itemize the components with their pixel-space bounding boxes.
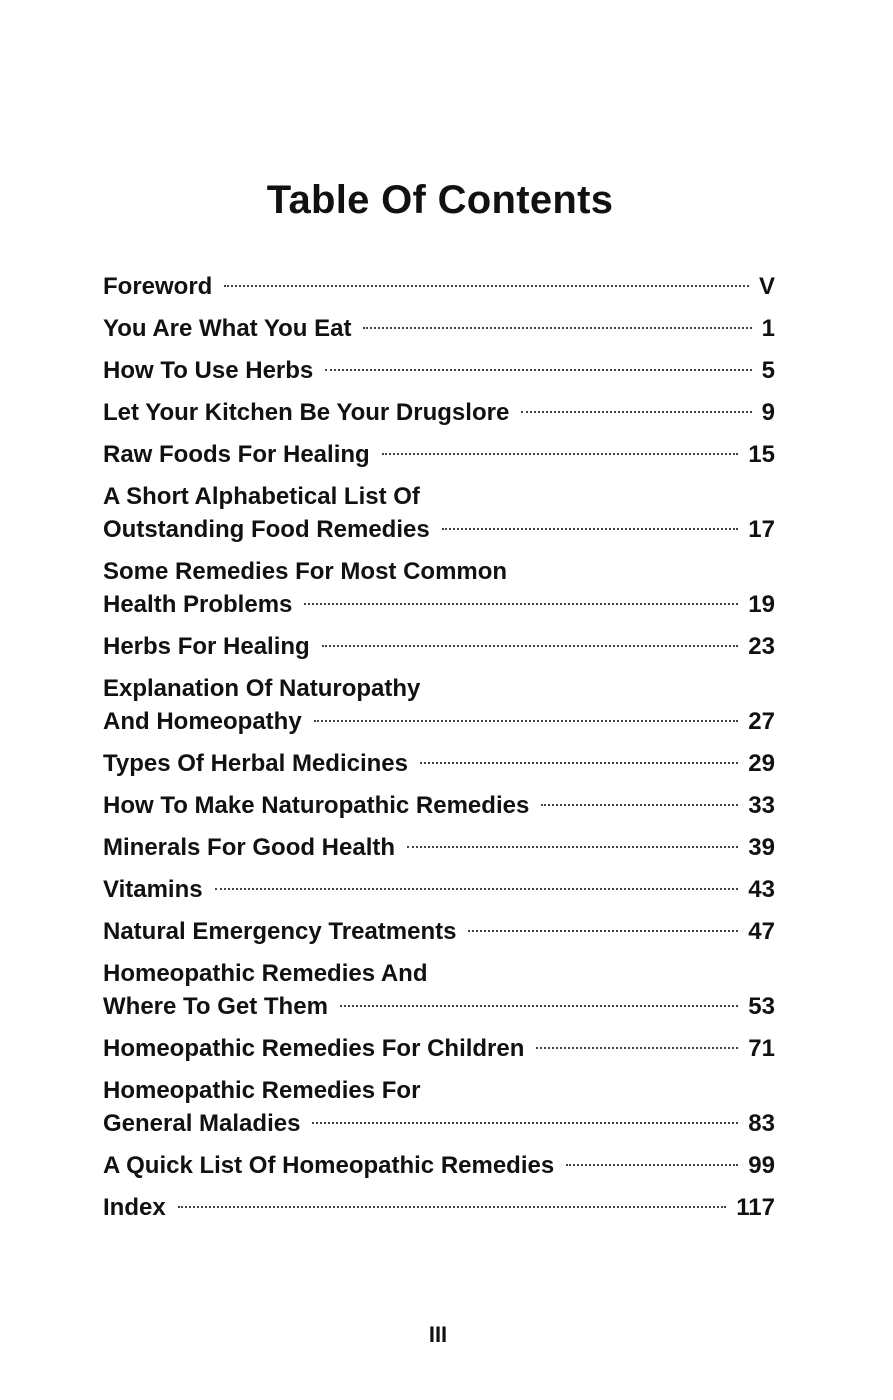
- toc-entry-row: [103, 1032, 775, 1065]
- toc-entry-title: Natural Emergency Treatments: [103, 918, 457, 945]
- toc-entry-title: Homeopathic Remedies For Children: [103, 1035, 525, 1062]
- toc-entry: [103, 438, 775, 471]
- toc-entry-title-line1: A Short Alphabetical List Of: [103, 483, 420, 510]
- toc-entry: [103, 672, 775, 738]
- toc-entry: [103, 747, 775, 780]
- toc-entry-title: You Are What You Eat: [103, 315, 352, 342]
- toc-entry-title: And Homeopathy: [103, 708, 302, 735]
- toc-entry-page: 53: [748, 993, 775, 1020]
- toc-entry-page: 39: [748, 834, 775, 861]
- dot-leader: [363, 327, 751, 329]
- toc-entry-page: 71: [748, 1035, 775, 1062]
- dot-leader: [468, 930, 738, 932]
- dot-leader: [314, 720, 739, 722]
- toc-entry: [103, 873, 775, 906]
- toc-entry-title: A Quick List Of Homeopathic Remedies: [103, 1152, 555, 1179]
- toc-entry-page: 23: [748, 633, 775, 660]
- page-number: III: [428, 1322, 448, 1347]
- toc-entry-row: [103, 270, 775, 303]
- dot-leader: [215, 888, 739, 890]
- toc-entry: [103, 396, 775, 429]
- toc-entry-page: 27: [748, 708, 775, 735]
- toc-entry-page: V: [758, 273, 775, 300]
- dot-leader: [340, 1005, 738, 1007]
- toc-entry-page: 5: [761, 357, 775, 384]
- toc-entry-row: [103, 990, 775, 1023]
- dot-leader: [541, 804, 738, 806]
- toc-entry: [103, 312, 775, 345]
- toc-entry-title: Health Problems: [103, 591, 293, 618]
- toc-entry-row: [103, 1191, 775, 1224]
- toc-entry-row: [103, 354, 775, 387]
- toc-entry-row: [103, 789, 775, 822]
- dot-leader: [325, 369, 751, 371]
- dot-leader: [322, 645, 739, 647]
- toc-entry: [103, 789, 775, 822]
- toc-entry-page: 15: [748, 441, 775, 468]
- toc-entry-title: Where To Get Them: [103, 993, 328, 1020]
- toc-entry-row: [103, 588, 775, 621]
- toc-entry: [103, 915, 775, 948]
- toc-entry-title: Raw Foods For Healing: [103, 441, 370, 468]
- toc-entry-page: 29: [748, 750, 775, 777]
- toc-entry-title: Types Of Herbal Medicines: [103, 750, 408, 777]
- toc-entry: [103, 354, 775, 387]
- toc-entry: [103, 957, 775, 1023]
- toc-entry: [103, 831, 775, 864]
- toc-entry-title-line1: Explanation Of Naturopathy: [103, 675, 421, 702]
- dot-leader: [178, 1206, 727, 1208]
- toc-entry: [103, 480, 775, 546]
- toc-entry-row: [103, 915, 775, 948]
- toc-entry-page: 1: [761, 315, 775, 342]
- toc-entry: [103, 270, 775, 303]
- toc-entry-row: [103, 705, 775, 738]
- dot-leader: [536, 1047, 738, 1049]
- toc-entry-row: [103, 1149, 775, 1182]
- toc-entry: [103, 630, 775, 663]
- toc-entry-row: [103, 396, 775, 429]
- toc-entry-page: 33: [748, 792, 775, 819]
- dot-leader: [382, 453, 739, 455]
- toc-entry: [103, 1191, 775, 1224]
- dot-leader: [566, 1164, 738, 1166]
- toc-entry-page: 9: [761, 399, 775, 426]
- toc-entry: [103, 1074, 775, 1140]
- toc-entry-row: [103, 312, 775, 345]
- toc-entry: [103, 1149, 775, 1182]
- toc-entry-title-line1: Some Remedies For Most Common: [103, 558, 508, 585]
- dot-leader: [224, 285, 749, 287]
- dot-leader: [521, 411, 751, 413]
- toc-entry-title: Index: [103, 1194, 166, 1221]
- toc-entry-row: [103, 747, 775, 780]
- toc-entry-page: 117: [736, 1194, 775, 1221]
- toc-entry-title: How To Make Naturopathic Remedies: [103, 792, 530, 819]
- dot-leader: [442, 528, 739, 530]
- toc-entry-page: 99: [748, 1152, 775, 1179]
- toc-entry-page: 83: [748, 1110, 775, 1137]
- toc-entry-row: [103, 873, 775, 906]
- toc-entry-row: [103, 630, 775, 663]
- toc-entry-title: How To Use Herbs: [103, 357, 314, 384]
- dot-leader: [420, 762, 738, 764]
- toc-entry-page: 43: [748, 876, 775, 903]
- toc-entry-row: [103, 831, 775, 864]
- toc-entry: [103, 555, 775, 621]
- toc-entry-title-line1: Homeopathic Remedies For: [103, 1077, 421, 1104]
- toc-entry-title: Vitamins: [103, 876, 203, 903]
- dot-leader: [304, 603, 738, 605]
- toc-entry-title: Herbs For Healing: [103, 633, 310, 660]
- toc-entry-title: Outstanding Food Remedies: [103, 516, 430, 543]
- dot-leader: [312, 1122, 738, 1124]
- toc-entry-title: Minerals For Good Health: [103, 834, 396, 861]
- toc-entry-title: Let Your Kitchen Be Your Drugslore: [103, 399, 510, 426]
- toc-entry-row: [103, 438, 775, 471]
- toc-entry-page: 47: [748, 918, 775, 945]
- toc-entry-row: [103, 1107, 775, 1140]
- toc-entry-page: 19: [748, 591, 775, 618]
- toc-entry-title: General Maladies: [103, 1110, 301, 1137]
- toc-entry-row: [103, 513, 775, 546]
- toc-entry-page: 17: [748, 516, 775, 543]
- table-of-contents: [103, 270, 775, 1233]
- dot-leader: [407, 846, 738, 848]
- page-title: Table Of Contents: [266, 178, 614, 222]
- toc-entry-title-line1: Homeopathic Remedies And: [103, 960, 428, 987]
- toc-entry-title: Foreword: [103, 273, 213, 300]
- toc-entry: [103, 1032, 775, 1065]
